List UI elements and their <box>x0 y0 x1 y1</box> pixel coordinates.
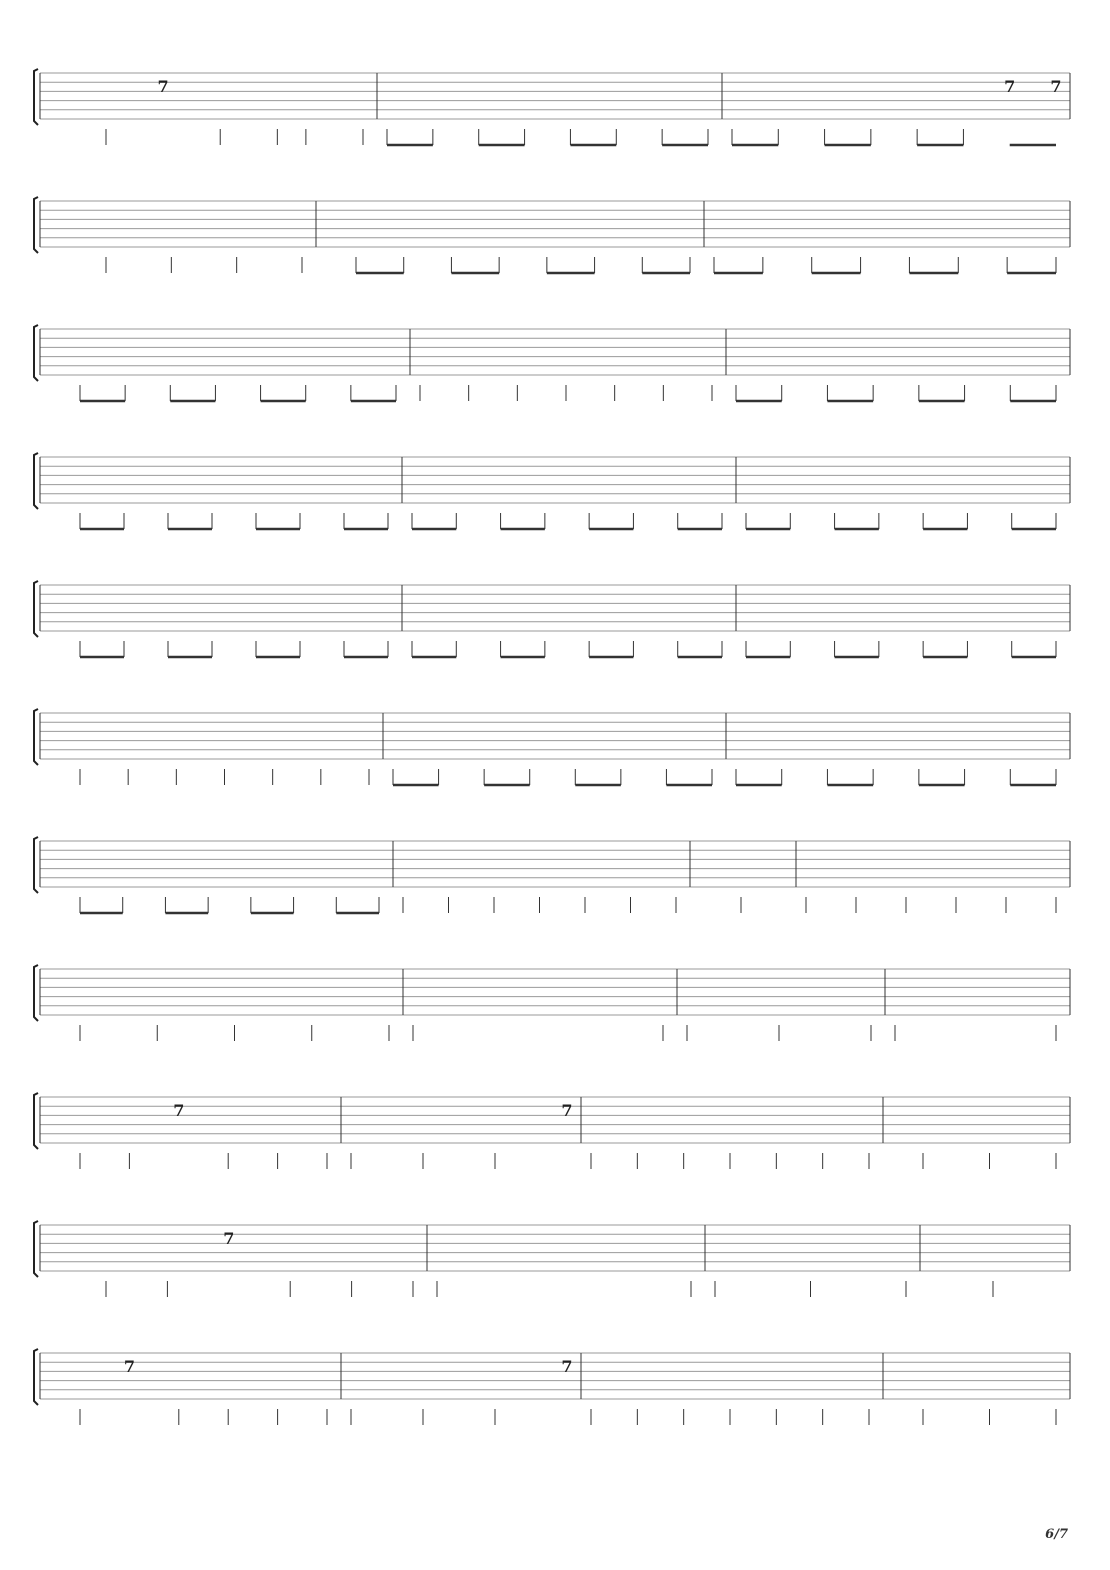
tab-system <box>0 939 1110 1067</box>
tab-system <box>0 811 1110 939</box>
tab-system <box>0 1067 1110 1195</box>
tab-system <box>0 1323 1110 1451</box>
system-bracket <box>34 1221 38 1277</box>
rest-symbol: 7 <box>173 1101 185 1120</box>
system-bracket <box>34 69 38 125</box>
tab-staff <box>0 1195 1110 1323</box>
system-bracket <box>34 453 38 509</box>
tab-staff <box>0 299 1110 427</box>
tab-staff <box>0 1323 1110 1451</box>
rest-symbol: 7 <box>561 1357 573 1376</box>
tab-system <box>0 299 1110 427</box>
tab-system <box>0 427 1110 555</box>
rest-symbol: 7 <box>561 1101 573 1120</box>
system-bracket <box>34 1349 38 1405</box>
tab-staff <box>0 939 1110 1067</box>
tab-staff <box>0 427 1110 555</box>
tab-system <box>0 683 1110 811</box>
system-bracket <box>34 1093 38 1149</box>
tab-staff <box>0 555 1110 683</box>
rest-symbol: 7 <box>223 1229 235 1248</box>
tab-staff <box>0 171 1110 299</box>
tab-staff <box>0 1067 1110 1195</box>
system-bracket <box>34 325 38 381</box>
rest-symbol: 7 <box>157 77 169 96</box>
system-bracket <box>34 965 38 1021</box>
rest-symbol: 7 <box>123 1357 135 1376</box>
system-bracket <box>34 581 38 637</box>
tab-system <box>0 171 1110 299</box>
page-number: 6/7 <box>1045 1527 1068 1542</box>
rest-symbol: 7 <box>1050 77 1062 96</box>
rest-symbol: 7 <box>1004 77 1016 96</box>
tab-system <box>0 1195 1110 1323</box>
tab-system <box>0 43 1110 171</box>
system-bracket <box>34 837 38 893</box>
tab-staff <box>0 811 1110 939</box>
system-bracket <box>34 709 38 765</box>
tab-staff <box>0 683 1110 811</box>
system-bracket <box>34 197 38 253</box>
tab-staff <box>0 43 1110 171</box>
tab-system <box>0 555 1110 683</box>
